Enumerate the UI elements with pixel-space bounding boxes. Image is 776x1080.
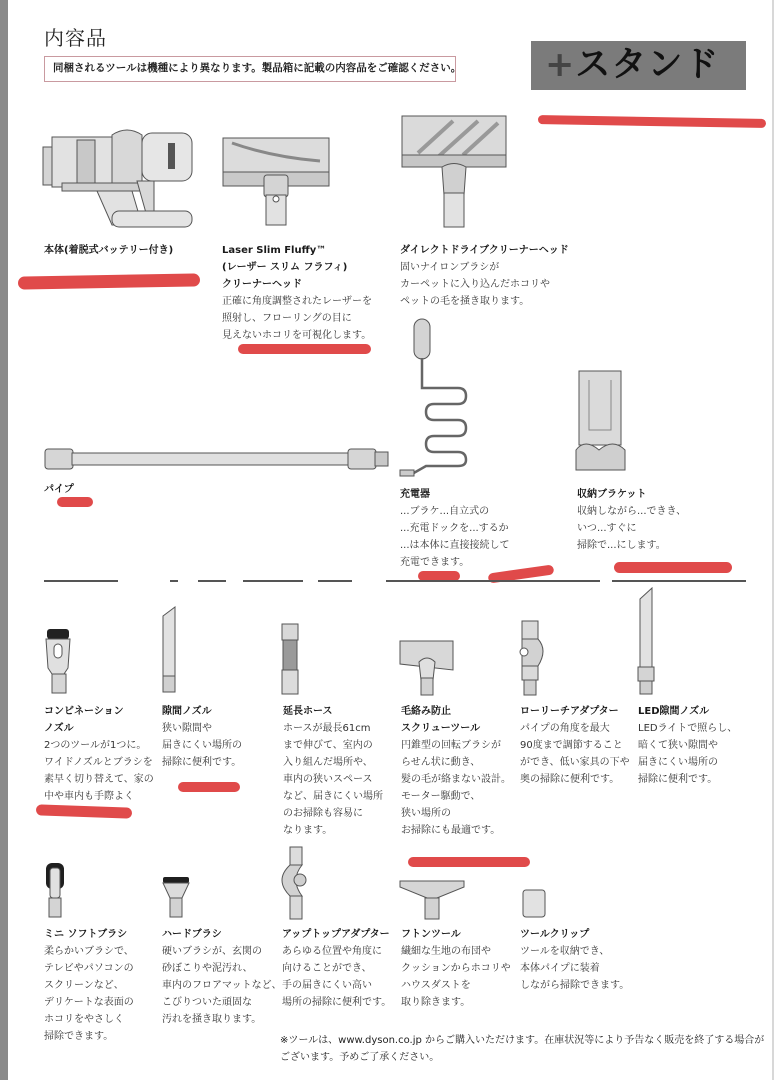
item-name: LED隙間ノズル xyxy=(638,706,710,717)
item-name: Laser Slim Fluffy™ xyxy=(222,245,327,256)
divider-line xyxy=(44,580,118,582)
item-desc: ハウスダストを xyxy=(401,980,471,991)
item-desc: 砂ぼこりや泥汚れ、 xyxy=(162,963,253,974)
tool-led-crevice-nozzle xyxy=(638,703,737,788)
item-name: コンビネーション xyxy=(44,706,124,717)
item-desc: ホースが最長61cm xyxy=(283,723,371,734)
item-desc: ペットの毛を掻き取ります。 xyxy=(400,296,530,307)
redaction-stroke xyxy=(36,804,132,818)
redaction-stroke xyxy=(57,497,93,507)
item-desc: 充電できます。 xyxy=(400,557,470,568)
crevice-nozzle-icon xyxy=(160,606,178,694)
item-desc: 車内の狭いスペース xyxy=(283,774,373,785)
item-name: ツールクリップ xyxy=(520,929,590,940)
tool-screw-tool xyxy=(401,703,511,839)
item-desc: 掃除に便利です。 xyxy=(162,757,242,768)
tool-low-reach-adapter xyxy=(520,703,630,788)
footnote-line: ※ツールは、www.dyson.co.jp からご購入いただけます。在庫状況等により予告なく販売を終了する場合が xyxy=(280,1035,765,1046)
divider-line xyxy=(170,580,178,582)
item-name: フトンツール xyxy=(401,929,461,940)
item-desc: モーター駆動で、 xyxy=(401,791,481,802)
item-name: 本体(着脱式バッテリー付き) xyxy=(44,245,174,256)
item-desc: 汚れを掻き取ります。 xyxy=(162,1014,262,1025)
item-desc: 90度まで調節すること xyxy=(520,740,623,751)
item-desc: こびりついた頑固な xyxy=(162,997,252,1008)
item-desc: 入り組んだ場所や、 xyxy=(283,757,373,768)
item-desc: 円錐型の回転ブラシが xyxy=(401,740,501,751)
item-desc: 見えないホコリを可視化します。 xyxy=(222,330,372,341)
item-name: アップトップアダプター xyxy=(282,929,390,940)
item-desc: しながら掃除できます。 xyxy=(520,980,630,991)
item-direct-drive-head xyxy=(400,242,569,310)
redaction-stroke xyxy=(614,562,732,573)
item-desc: らせん状に動き、 xyxy=(401,757,481,768)
stand-text: スタンド xyxy=(575,45,720,85)
item-desc: 車内のフロアマットなど、 xyxy=(162,980,282,991)
item-pipe xyxy=(44,481,74,498)
item-desc: 暗くて狭い隙間や xyxy=(638,740,718,751)
item-main-body xyxy=(44,242,173,259)
item-laser-head xyxy=(222,242,372,344)
plus-icon: + xyxy=(545,45,576,85)
item-name: 隙間ノズル xyxy=(162,706,212,717)
redaction-stroke xyxy=(178,782,240,792)
notice-box: 同梱されるツールは機種により異なります。製品箱に記載の内容品をご確認ください。 xyxy=(44,56,456,82)
vacuum-body-icon xyxy=(42,125,194,230)
item-desc: スクリーンなど、 xyxy=(44,980,124,991)
item-name: ミニ ソフトブラシ xyxy=(44,929,128,940)
tool-extension-hose xyxy=(283,703,383,839)
item-desc: 繊細な生地の布団や xyxy=(401,946,491,957)
item-name: 延長ホース xyxy=(283,706,333,717)
item-desc: 本体パイプに装着 xyxy=(520,963,600,974)
tool-hard-brush xyxy=(162,926,282,1028)
item-desc: 2つのツールが1つに。 xyxy=(44,740,147,751)
item-desc: ツールを収納でき、 xyxy=(520,946,610,957)
item-desc: あらゆる位置や角度に xyxy=(282,946,382,957)
stand-overlay-label xyxy=(531,41,746,90)
item-name: クリーナーヘッド xyxy=(222,279,302,290)
direct-drive-head-icon xyxy=(398,115,510,230)
item-desc: まで伸びて、室内の xyxy=(283,740,373,751)
screw-tool-icon xyxy=(399,640,455,696)
item-desc: 素早く切り替えて、家の xyxy=(44,774,154,785)
tool-mini-soft-brush xyxy=(44,926,134,1045)
led-crevice-nozzle-icon xyxy=(637,587,655,695)
item-name: (レーザー スリム フラフィ) xyxy=(222,262,348,273)
footnote-line: ございます。予めご了承ください。 xyxy=(280,1052,440,1063)
tool-combination-nozzle xyxy=(44,703,154,805)
item-desc: 狭い隙間や xyxy=(162,723,212,734)
item-desc: 掃除で...にします。 xyxy=(577,540,666,551)
item-desc: 掃除に便利です。 xyxy=(638,774,718,785)
divider-line xyxy=(386,580,600,582)
low-reach-adapter-icon xyxy=(518,620,546,696)
redaction-stroke xyxy=(538,115,766,128)
item-name: 収納ブラケット xyxy=(577,489,647,500)
item-desc: ...ブラケ...自立式の xyxy=(400,506,490,517)
extension-hose-icon xyxy=(280,623,300,695)
tool-futon-tool xyxy=(401,926,511,1011)
item-name: 毛絡み防止 xyxy=(401,706,451,717)
item-desc: 硬いブラシが、玄関の xyxy=(162,946,262,957)
item-desc: クッションからホコリや xyxy=(401,963,511,974)
item-charger xyxy=(400,486,510,571)
item-desc: 固いナイロンブラシが xyxy=(400,262,500,273)
charger-icon xyxy=(398,318,468,478)
item-desc: 場所の掃除に便利です。 xyxy=(282,997,392,1008)
bracket-icon xyxy=(575,370,627,472)
item-desc: 柔らかいブラシで、 xyxy=(44,946,134,957)
divider-line xyxy=(198,580,226,582)
item-desc: 収納しながら...できき、 xyxy=(577,506,687,517)
item-name: ダイレクトドライブクリーナーヘッド xyxy=(400,245,569,256)
item-name: パイプ xyxy=(44,484,74,495)
item-desc: ...充電ドックを...するか xyxy=(400,523,509,534)
item-desc: 狭い場所の xyxy=(401,808,451,819)
item-name: スクリューツール xyxy=(401,723,481,734)
item-desc: ができ、低い家具の下や xyxy=(520,757,630,768)
item-desc: 掃除できます。 xyxy=(44,1031,114,1042)
item-desc: 照射し、フローリングの目に xyxy=(222,313,352,324)
redaction-stroke xyxy=(18,273,200,289)
item-bracket xyxy=(577,486,686,554)
item-desc: パイプの角度を最大 xyxy=(520,723,610,734)
item-desc: なります。 xyxy=(283,825,333,836)
item-desc: のお掃除も容易に xyxy=(283,808,363,819)
futon-tool-icon xyxy=(399,880,465,920)
item-name: ノズル xyxy=(44,723,74,734)
item-name: 充電器 xyxy=(400,489,430,500)
left-edge-bar xyxy=(0,0,8,1080)
item-desc: デリケートな表面の xyxy=(44,997,134,1008)
divider-line xyxy=(612,580,746,582)
tool-clip-icon xyxy=(522,889,546,919)
item-desc: 髪の毛が絡まない設計。 xyxy=(401,774,511,785)
pipe-icon xyxy=(44,446,390,472)
item-desc: 取り除きます。 xyxy=(401,997,471,1008)
item-desc: テレビやパソコンの xyxy=(44,963,134,974)
item-name: ローリーチアダプター xyxy=(520,706,619,717)
item-desc: 中や車内も手際よく xyxy=(44,791,134,802)
combination-nozzle-icon xyxy=(44,628,72,694)
item-desc: ホコリをやさしく xyxy=(44,1014,124,1025)
footnote xyxy=(280,1032,764,1066)
item-desc: ワイドノズルとブラシを xyxy=(44,757,153,768)
item-desc: いつ...すぐに xyxy=(577,523,637,534)
tool-up-top-adapter xyxy=(282,926,391,1011)
item-desc: ...は本体に直接接続して xyxy=(400,540,510,551)
item-desc: LEDライトで照らし、 xyxy=(638,723,738,734)
item-desc: 正確に角度調整されたレーザーを xyxy=(222,296,372,307)
page-title: 内容品 xyxy=(44,26,107,50)
divider-line xyxy=(318,580,352,582)
tool-tool-clip xyxy=(520,926,629,994)
item-desc: お掃除にも最適です。 xyxy=(401,825,501,836)
hard-brush-icon xyxy=(162,876,190,918)
redaction-stroke xyxy=(238,344,371,354)
divider-line xyxy=(243,580,303,582)
item-name: ハードブラシ xyxy=(162,929,222,940)
item-desc: 届きにくい場所の xyxy=(162,740,242,751)
item-desc: など、届きにくい場所 xyxy=(283,791,383,802)
item-desc: 向けることができ、 xyxy=(282,963,372,974)
right-edge-line xyxy=(772,0,774,1080)
item-desc: 手の届きにくい高い xyxy=(282,980,372,991)
up-top-adapter-icon xyxy=(280,846,310,920)
laser-head-icon xyxy=(222,137,330,229)
item-desc: 届きにくい場所の xyxy=(638,757,718,768)
redaction-stroke xyxy=(408,857,530,867)
tool-crevice-nozzle xyxy=(162,703,242,771)
item-desc: カーペットに入り込んだホコリや xyxy=(400,279,550,290)
item-desc: 奥の掃除に便利です。 xyxy=(520,774,620,785)
mini-soft-brush-icon xyxy=(44,862,66,918)
